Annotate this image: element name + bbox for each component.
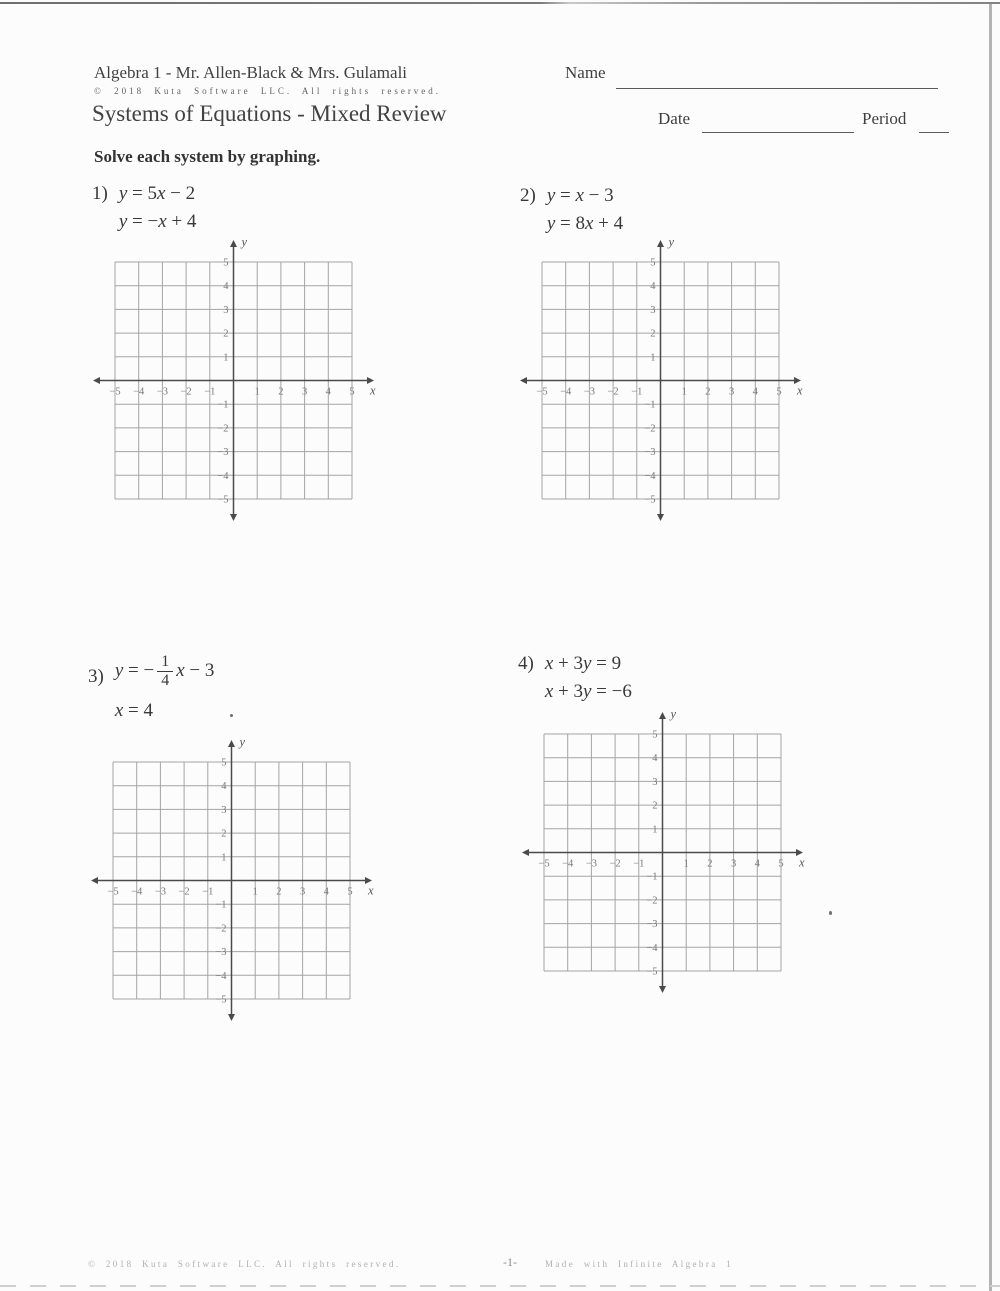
axis-letter-labels [667,236,804,398]
y-tick-label: −2 [217,423,229,435]
y-tick-label: −2 [215,923,227,935]
period-label: Period [862,109,907,128]
footer-copyright: © 2018 Kuta Software LLC. All rights reserved. [88,1259,401,1269]
axis-letter-labels [238,736,375,898]
x-tick-label: 1 [681,386,687,398]
grid-svg [89,236,378,525]
x-tick-label: 5 [349,386,355,398]
x-tick-label: −2 [607,386,619,398]
coordinate-grid-2 [516,236,805,530]
equation: x + 3 y = −6 [544,681,632,702]
y-tick-label: −3 [215,947,227,959]
x-tick-label: −3 [156,386,168,398]
scan-artifact-bottom-dashes [0,1285,1000,1287]
name-label: Name [565,63,606,82]
coordinate-grid-1 [89,236,378,530]
equation: y = 8 x + 4 [546,213,624,234]
problem-4-equations [545,653,632,703]
x-tick-label: 1 [254,386,260,398]
equation: y = − x + 4 [118,211,197,232]
x-tick-label: 3 [728,386,735,398]
x-axis-label: x [368,883,374,898]
scan-artifact-top-edge [0,2,1000,4]
x-tick-label: 5 [776,386,782,398]
x-tick-label: −3 [585,858,597,870]
problem-2 [520,185,623,235]
y-tick-label: 4 [652,753,658,765]
fraction: $\frac{1}{4}$ [157,653,173,691]
equation: y = 5 x − 2 [118,183,196,204]
x-tick-label: 2 [707,858,713,870]
problem-3-equations [115,652,215,722]
grid-svg [518,708,807,997]
course-line: Algebra 1 - Mr. Allen-Black & Mrs. Gulamali [94,63,408,82]
y-tick-label: 2 [223,328,229,340]
tick-labels [538,730,783,978]
y-tick-label: −1 [644,399,656,411]
equation: x + 3 y = 9 [544,653,622,674]
problem-1-number: 1) [92,183,108,204]
footer-page-number: -1- [503,1255,517,1269]
y-tick-label: 1 [652,824,658,836]
x-tick-label: 3 [730,858,737,870]
scan-artifact-right-edge [989,4,992,1291]
y-tick-label: −5 [646,966,658,978]
x-tick-label: −1 [202,886,214,898]
y-tick-label: −1 [646,871,658,883]
x-tick-label: 4 [325,386,331,398]
y-tick-label: 5 [650,257,656,269]
y-tick-label: −5 [217,494,229,506]
x-tick-label: 1 [683,858,689,870]
x-tick-label: −3 [154,886,166,898]
name-blank-line [616,88,938,89]
y-tick-label: 1 [223,352,229,364]
equation: y = − $\frac{1}{4}$ x − 3 [114,653,215,690]
axes [100,247,367,514]
y-tick-label: 4 [223,281,229,293]
y-tick-label: −3 [646,919,658,931]
problem-1-equations [119,183,197,233]
x-tick-label: 3 [301,386,308,398]
grid-svg [87,736,376,1025]
x-tick-label: −5 [109,386,121,398]
axis-letter-labels [240,236,377,398]
period-blank-line [919,132,949,133]
y-tick-label: −4 [644,470,656,482]
y-tick-label: 2 [221,828,227,840]
equation: y = x − 3 [546,185,614,206]
x-tick-label: 2 [276,886,282,898]
page-title: Systems of Equations - Mixed Review [92,101,447,126]
y-tick-label: 3 [650,304,656,316]
y-axis-label: y [668,236,675,249]
y-tick-label: −2 [646,895,658,907]
x-tick-label: −1 [633,858,645,870]
y-tick-label: −4 [646,942,658,954]
coordinate-grid-4 [518,708,807,1002]
x-tick-label: 2 [278,386,284,398]
problem-4-number: 4) [518,653,534,674]
x-tick-label: 3 [299,886,306,898]
y-axis-label: y [241,236,248,249]
y-tick-label: −3 [644,447,656,459]
x-tick-label: −2 [609,858,621,870]
y-axis-label: y [239,736,246,749]
x-tick-label: −5 [107,886,119,898]
x-tick-label: 4 [752,386,758,398]
y-tick-label: −4 [215,970,227,982]
y-tick-label: 3 [221,804,227,816]
y-tick-label: 3 [652,776,658,788]
y-tick-label: −3 [217,447,229,459]
y-tick-label: 4 [650,281,656,293]
date-label: Date [658,109,691,128]
axes [98,747,365,1014]
y-tick-label: 3 [223,304,229,316]
problem-3-number: 3) [88,666,104,687]
x-tick-label: −2 [180,386,192,398]
y-axis-label: y [670,708,677,721]
axes [527,247,794,514]
x-tick-label: −4 [560,386,572,398]
instructions: Solve each system by graphing. [94,147,321,166]
x-tick-label: −1 [204,386,216,398]
date-blank-line [702,132,854,133]
tick-labels [107,758,352,1006]
y-tick-label: −5 [215,994,227,1006]
y-tick-label: 5 [223,257,229,269]
footer-made-with: Made with Infinite Algebra 1 [545,1259,734,1269]
x-tick-label: −3 [583,386,595,398]
problem-2-number: 2) [520,185,536,206]
x-tick-label: −1 [631,386,643,398]
x-tick-label: −4 [131,886,143,898]
x-axis-label: x [370,383,376,398]
y-tick-label: 2 [650,328,656,340]
x-tick-label: 5 [778,858,784,870]
x-tick-label: −5 [536,386,548,398]
y-tick-label: 4 [221,781,227,793]
y-tick-label: 5 [652,729,658,741]
y-tick-label: 5 [221,757,227,769]
x-tick-label: 1 [252,886,258,898]
y-tick-label: 1 [650,352,656,364]
x-tick-label: 5 [347,886,353,898]
x-axis-label: x [797,383,803,398]
y-tick-label: −1 [217,399,229,411]
tick-labels [536,258,781,506]
y-tick-label: 2 [652,800,658,812]
y-tick-label: −1 [215,899,227,911]
axes [529,719,796,986]
scan-speck [829,911,832,915]
y-tick-label: 1 [221,852,227,864]
y-tick-label: −5 [644,494,656,506]
problem-2-equations [547,185,623,235]
x-axis-label: x [799,855,805,870]
x-tick-label: −2 [178,886,190,898]
axis-letter-labels [669,708,806,870]
copyright-line: © 2018 Kuta Software LLC. All rights reserved. [94,86,442,96]
x-tick-label: −4 [562,858,574,870]
x-tick-label: 4 [323,886,329,898]
y-tick-label: −2 [644,423,656,435]
coordinate-grid-3 [87,736,376,1030]
problem-3 [88,652,214,722]
problem-4 [518,653,632,703]
problem-1 [92,183,196,233]
x-tick-label: 2 [705,386,711,398]
grid-svg [516,236,805,525]
x-tick-label: −5 [538,858,550,870]
y-tick-label: −4 [217,470,229,482]
equation: x = 4 [114,699,153,721]
scan-speck [230,714,233,717]
tick-labels [109,258,354,506]
x-tick-label: 4 [754,858,760,870]
x-tick-label: −4 [133,386,145,398]
